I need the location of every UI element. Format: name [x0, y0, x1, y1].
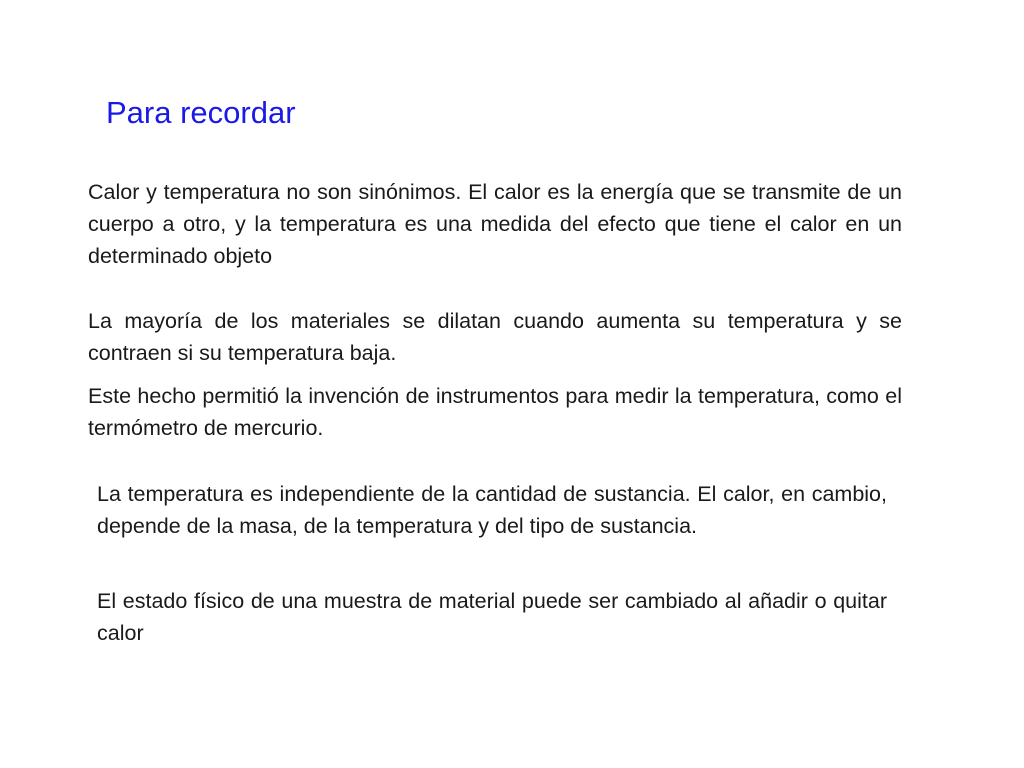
paragraph-termometro: Este hecho permitió la invención de instrumentos para medir la temperatura, como el termómetro de mercurio.: [88, 384, 902, 440]
paragraph-dilatacion: La mayoría de los materiales se dilatan cuando aumenta su temperatura y se contraen si su temperatura baja.: [88, 309, 902, 365]
paragraph-estado-fisico: El estado físico de una muestra de material puede ser cambiado al añadir o quitar calor: [97, 589, 887, 645]
paragraph-calor-temperatura: Calor y temperatura no son sinónimos. El calor es la energía que se transmite de un cuerpo a otro, y la temperatura es una medida del efecto que tiene el calor en un determinado objeto: [88, 180, 902, 268]
paragraph-independiente-sustancia: La temperatura es independiente de la cantidad de sustancia. El calor, en cambio, depende de la masa, de la temperatura y del tipo de sustancia.: [97, 482, 887, 538]
slide-title: Para recordar: [106, 95, 296, 130]
